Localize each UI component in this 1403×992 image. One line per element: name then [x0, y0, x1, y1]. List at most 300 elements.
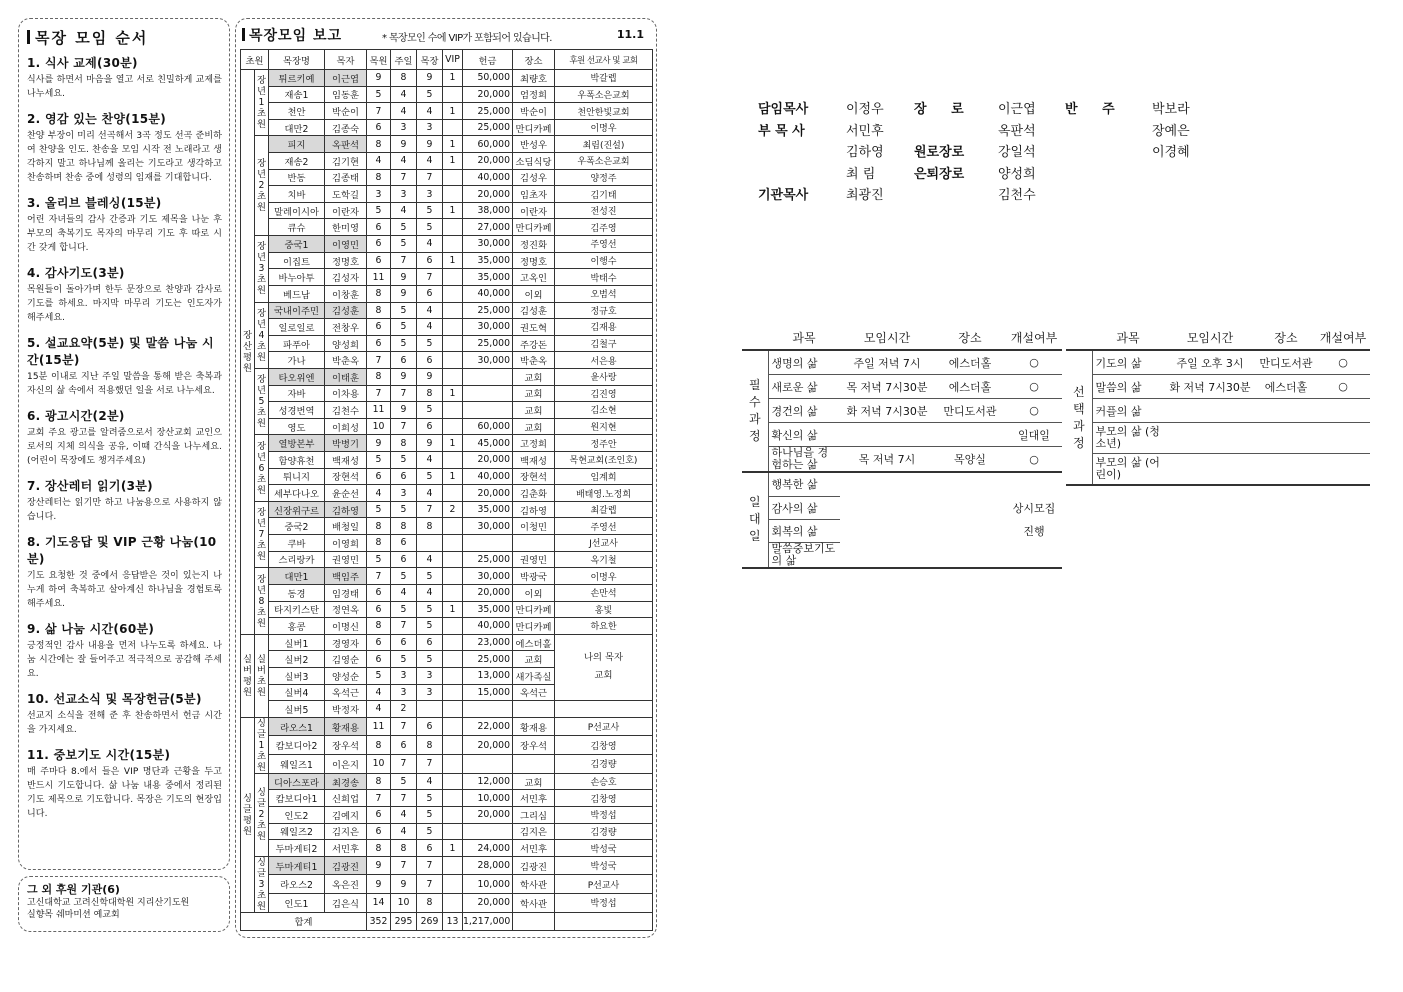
sponsor-cell: 천안한빛교회	[555, 103, 653, 120]
mokjang-att-cell: 4	[417, 452, 443, 469]
offering-cell: 25,000	[463, 119, 513, 136]
order-step	[27, 620, 222, 681]
mokjang-att-cell: 3	[417, 684, 443, 701]
step-desc: 교회 주요 광고를 알려줌으로서 장산교회 교인으로서의 지체 의식을 공유, 이때 간식을 나누세요.(어린이 목장에도 챙겨주세요)	[27, 428, 222, 466]
order-step	[27, 477, 222, 524]
place-cell: 주강돈	[513, 335, 555, 352]
mokjang-name-cell: 대만1	[269, 568, 325, 585]
sunday-cell: 9	[391, 136, 417, 153]
course-row	[1066, 423, 1370, 454]
sponsor-cell: J선교사	[555, 535, 653, 552]
leader-cell: 이희성	[325, 418, 367, 435]
table-row	[241, 790, 653, 807]
offering-cell: 24,000	[463, 840, 513, 857]
offering-cell	[463, 535, 513, 552]
mokjang-name-cell: 재송2	[269, 153, 325, 170]
course-place: 에스더홀	[1256, 375, 1316, 399]
vip-cell	[443, 169, 463, 186]
sunday-cell: 8	[391, 435, 417, 452]
members-cell: 9	[367, 856, 391, 875]
sponsor-cell: 전성진	[555, 202, 653, 219]
meeting-order-panel	[18, 18, 230, 870]
sunday-cell: 10	[391, 894, 417, 913]
leader-cell: 윤순선	[325, 485, 367, 502]
mokjang-name-cell: 바누아투	[269, 269, 325, 286]
offering-cell: 40,000	[463, 468, 513, 485]
place-cell: 교회	[513, 385, 555, 402]
table-row	[241, 319, 653, 336]
leader-cell: 권영민	[325, 551, 367, 568]
mokjang-name-cell: 디아스포라	[269, 773, 325, 790]
table-row	[241, 485, 653, 502]
leader-cell: 양성희	[325, 335, 367, 352]
offering-cell: 20,000	[463, 186, 513, 203]
vip-cell	[443, 875, 463, 894]
sponsor-cell: 서은용	[555, 352, 653, 369]
sunday-cell: 9	[391, 269, 417, 286]
offering-cell: 60,000	[463, 136, 513, 153]
table-row	[241, 701, 653, 718]
leader-cell: 정연옥	[325, 601, 367, 618]
table-row	[241, 202, 653, 219]
course-subject: 부모의 삶 (어린이)	[1092, 454, 1164, 486]
col-header: 목원	[367, 50, 391, 70]
report-body	[241, 70, 653, 931]
course-subject: 감사의 삶	[768, 496, 840, 519]
table-row	[241, 856, 653, 875]
order-step	[27, 194, 222, 255]
sunday-cell: 6	[391, 468, 417, 485]
course-time: 화 저녁 7시30분	[1164, 375, 1256, 399]
order-step	[27, 334, 222, 398]
sunday-cell: 5	[391, 219, 417, 236]
mokjang-name-cell: 실버4	[269, 684, 325, 701]
table-row	[241, 385, 653, 402]
vip-cell	[443, 755, 463, 774]
members-cell: 10	[367, 755, 391, 774]
offering-cell: 20,000	[463, 452, 513, 469]
members-cell: 8	[367, 368, 391, 385]
mokjang-name-cell: 실버2	[269, 651, 325, 668]
vip-cell	[443, 368, 463, 385]
col-header: 후원 선교사 및 교회	[555, 50, 653, 70]
vip-cell	[443, 823, 463, 840]
place-cell: 새가족실	[513, 667, 555, 684]
vip-cell	[443, 86, 463, 103]
vip-cell	[443, 119, 463, 136]
mokjang-name-cell: 대만2	[269, 119, 325, 136]
course-place	[934, 519, 1006, 542]
offering-cell: 20,000	[463, 86, 513, 103]
sunday-cell: 6	[391, 352, 417, 369]
pyeong-cell: 실 버 평 원	[241, 634, 255, 717]
sponsor-cell: 옥기철	[555, 551, 653, 568]
leader-cell: 정명호	[325, 252, 367, 269]
col-header: 목자	[325, 50, 367, 70]
staff-title: 장 로	[914, 102, 974, 117]
offering-cell: 23,000	[463, 634, 513, 651]
mokjang-name-cell: 천안	[269, 103, 325, 120]
leader-cell: 김하영	[325, 501, 367, 518]
course-open	[1316, 399, 1370, 423]
sponsor-cell: 최갈렙	[555, 501, 653, 518]
course-row	[1066, 399, 1370, 423]
mokjang-name-cell: 가나	[269, 352, 325, 369]
col-header: 장소	[513, 50, 555, 70]
place-cell: 김광진	[513, 856, 555, 875]
leader-cell: 도학길	[325, 186, 367, 203]
pyeong-cell: 싱 글 평 원	[241, 717, 255, 912]
offering-cell: 35,000	[463, 252, 513, 269]
members-cell: 3	[367, 186, 391, 203]
course-time: 목 저녁 7시30분	[840, 375, 934, 399]
offering-cell: 30,000	[463, 518, 513, 535]
total-empty	[555, 912, 653, 930]
leader-cell: 김천수	[325, 402, 367, 419]
sunday-cell: 3	[391, 485, 417, 502]
mokjang-name-cell: 성경번역	[269, 402, 325, 419]
vip-cell	[443, 667, 463, 684]
staff-title: 담임목사	[758, 102, 809, 117]
mokjang-name-cell: 함양휴천	[269, 452, 325, 469]
offering-cell	[463, 402, 513, 419]
sponsor-cell: 박정섭	[555, 806, 653, 823]
place-cell	[513, 701, 555, 718]
sunday-cell: 5	[391, 319, 417, 336]
vip-cell	[443, 736, 463, 755]
mokjang-name-cell: 재송1	[269, 86, 325, 103]
sponsor-cell: 김경량	[555, 823, 653, 840]
mokjang-name-cell: 실버5	[269, 701, 325, 718]
vip-cell	[443, 773, 463, 790]
sunday-cell: 5	[391, 236, 417, 253]
mokjang-att-cell: 4	[417, 103, 443, 120]
course-place	[934, 542, 1006, 568]
sunday-cell: 7	[391, 618, 417, 635]
vip-cell: 1	[443, 153, 463, 170]
course-time	[840, 496, 934, 519]
vip-cell	[443, 485, 463, 502]
table-row	[241, 236, 653, 253]
course-subject: 커플의 삶	[1092, 399, 1164, 423]
pyeong-cell: 장 산 평 원	[241, 70, 255, 635]
staff-title: 부 목 사	[758, 123, 805, 139]
col-header: 과목	[1092, 325, 1164, 350]
chowon-cell: 싱 글 2 초 원	[255, 773, 269, 856]
course-open: 상시모집	[1012, 501, 1056, 515]
sponsor-title: 그 외 후원 기관(6)	[27, 883, 120, 896]
step-desc: 15분 이내로 지난 주일 말씀을 통해 받은 축복과 자신의 삶 속에서 적용했던 일을 서로 나누세요.	[27, 372, 222, 396]
step-title: 2. 영감 있는 찬양(15분)	[27, 112, 167, 126]
leader-cell: 임경태	[325, 584, 367, 601]
sponsor-cell: 배태영.노정희	[555, 485, 653, 502]
leader-cell: 황재용	[325, 717, 367, 736]
sunday-cell: 9	[391, 875, 417, 894]
order-step	[27, 407, 222, 468]
members-cell: 11	[367, 717, 391, 736]
table-row	[241, 435, 653, 452]
step-title: 8. 기도응답 및 VIP 근황 나눔(10분)	[27, 535, 217, 566]
mokjang-att-cell: 7	[417, 755, 443, 774]
sponsor-cell: 주영선	[555, 518, 653, 535]
sunday-cell: 3	[391, 186, 417, 203]
vip-cell	[443, 186, 463, 203]
course-row	[742, 472, 1062, 496]
step-desc: 기도 요청한 것 중에서 응답받은 것이 있는지 나누게 하여 축복하고 살아계신 하나님을 경험토록 해주세요.	[27, 571, 222, 609]
step-title: 4. 감사기도(3분)	[27, 266, 125, 280]
course-time: 주일 오후 3시	[1164, 350, 1256, 375]
leader-cell: 김예지	[325, 806, 367, 823]
sponsor-cell: 김기태	[555, 186, 653, 203]
staff-title: 반 주	[1065, 102, 1125, 117]
place-cell: 권영민	[513, 551, 555, 568]
sponsor-cell: 양정주	[555, 169, 653, 186]
sponsor-cell: 하요한	[555, 618, 653, 635]
members-cell: 4	[367, 485, 391, 502]
course-place: 에스더홀	[934, 375, 1006, 399]
sunday-cell: 7	[391, 169, 417, 186]
place-cell: 소딤식당	[513, 153, 555, 170]
col-header: 모임시간	[1164, 325, 1256, 350]
members-cell: 6	[367, 219, 391, 236]
vip-cell	[443, 285, 463, 302]
sponsor-cell: 주영선	[555, 236, 653, 253]
mokjang-name-cell: 실버1	[269, 634, 325, 651]
sponsor-cell: 김주영	[555, 219, 653, 236]
sponsor-line: 실향목 쉐마미션 예교회	[27, 910, 120, 920]
mokjang-name-cell: 스리랑카	[269, 551, 325, 568]
offering-cell: 20,000	[463, 485, 513, 502]
sponsor-cell: P선교사	[555, 717, 653, 736]
place-cell: 만디카페	[513, 618, 555, 635]
offering-cell: 40,000	[463, 618, 513, 635]
step-desc: 긍정적인 감사 내용을 먼저 나누도록 하세요. 나눔 시간에는 잘 들어주고 적극적으로 공감해 주세요.	[27, 641, 222, 679]
table-row	[241, 518, 653, 535]
mokjang-name-cell: 신장위구르	[269, 501, 325, 518]
col-header: VIP	[443, 50, 463, 70]
sponsor-cell: 박성국	[555, 856, 653, 875]
mokjang-name-cell: 웨일즈2	[269, 823, 325, 840]
order-step	[27, 533, 222, 611]
members-cell: 8	[367, 736, 391, 755]
leader-cell: 전창우	[325, 319, 367, 336]
leader-cell: 김기현	[325, 153, 367, 170]
course-subject: 부모의 삶 (청소년)	[1092, 423, 1164, 454]
table-row	[241, 755, 653, 774]
mokjang-att-cell: 3	[417, 186, 443, 203]
sunday-cell: 5	[391, 651, 417, 668]
sponsor-cell: 임계희	[555, 468, 653, 485]
course-open: ○	[1006, 447, 1062, 473]
place-cell	[513, 755, 555, 774]
table-row	[241, 551, 653, 568]
vip-cell	[443, 684, 463, 701]
place-cell: 박광국	[513, 568, 555, 585]
vip-cell	[443, 551, 463, 568]
place-cell: 에스더홀	[513, 634, 555, 651]
table-row	[241, 269, 653, 286]
course-open	[1006, 542, 1062, 568]
course-subject: 확신의 삶	[768, 423, 840, 447]
leader-cell: 이은지	[325, 755, 367, 774]
total-label: 합계	[241, 912, 367, 930]
members-cell: 6	[367, 335, 391, 352]
place-cell: 김성훈	[513, 302, 555, 319]
members-cell: 5	[367, 452, 391, 469]
sunday-cell: 3	[391, 667, 417, 684]
members-cell: 7	[367, 352, 391, 369]
table-row	[241, 368, 653, 385]
chowon-cell: 장 년 7 초 원	[255, 501, 269, 567]
chowon-cell: 싱 글 3 초 원	[255, 856, 269, 912]
order-step	[27, 110, 222, 185]
chowon-cell: 장 년 3 초 원	[255, 236, 269, 302]
step-title: 3. 올리브 블레싱(15분)	[27, 196, 162, 210]
offering-cell: 45,000	[463, 435, 513, 452]
mokjang-name-cell: 라오스1	[269, 717, 325, 736]
total-juil: 295	[391, 912, 417, 930]
course-open: ○	[1006, 375, 1062, 399]
course-subject: 경건의 삶	[768, 399, 840, 423]
course-place	[1256, 454, 1316, 486]
table-row	[241, 584, 653, 601]
offering-cell	[463, 701, 513, 718]
course-group-cell: 선 택 과 정	[1066, 350, 1092, 485]
course-time: 화 저녁 7시30분	[840, 399, 934, 423]
vip-cell	[443, 452, 463, 469]
place-cell: 권도혁	[513, 319, 555, 336]
members-cell: 8	[367, 773, 391, 790]
leader-cell: 이태훈	[325, 368, 367, 385]
sponsor-cell: 정규호	[555, 302, 653, 319]
course-place	[1256, 399, 1316, 423]
mokjang-att-cell: 6	[417, 634, 443, 651]
leader-cell: 김영순	[325, 651, 367, 668]
course-row	[742, 542, 1062, 568]
vip-cell: 1	[443, 70, 463, 87]
mokjang-att-cell: 5	[417, 86, 443, 103]
course-row	[742, 447, 1062, 473]
offering-cell: 60,000	[463, 418, 513, 435]
members-cell: 8	[367, 285, 391, 302]
mokjang-name-cell: 세부다나오	[269, 485, 325, 502]
mokjang-name-cell: 캄보디아1	[269, 790, 325, 807]
mokjang-name-cell: 홍콩	[269, 618, 325, 635]
col-header: 헌금	[463, 50, 513, 70]
place-cell: 학사관	[513, 875, 555, 894]
order-step	[27, 746, 222, 821]
sunday-cell: 7	[391, 856, 417, 875]
sponsor-cell: 정주안	[555, 435, 653, 452]
place-cell: 김춘화	[513, 485, 555, 502]
course-open	[1006, 472, 1062, 496]
mokjang-att-cell: 8	[417, 385, 443, 402]
offering-cell: 25,000	[463, 335, 513, 352]
step-desc: 찬양 부장이 미리 선곡해서 3곡 정도 선곡 준비하여 찬양을 인도. 찬송을 모임 시작 전 노래라고 생각하지 말고 하나님께 올리는 기도라고 생각하고 찬송하며 찬송 중에 성령의 임재를 기대합니다.	[27, 131, 222, 183]
course-place	[934, 472, 1006, 496]
sunday-cell: 5	[391, 452, 417, 469]
members-cell: 6	[367, 252, 391, 269]
staff-name: 이근엽	[998, 102, 1036, 117]
total-empty	[513, 912, 555, 930]
leader-cell: 신희업	[325, 790, 367, 807]
courses-header-row	[1066, 325, 1370, 350]
offering-cell: 20,000	[463, 736, 513, 755]
order-step	[27, 264, 222, 325]
vip-cell: 1	[443, 103, 463, 120]
col-header: 모임시간	[840, 325, 934, 350]
offering-cell: 25,000	[463, 551, 513, 568]
vip-cell	[443, 790, 463, 807]
members-cell: 14	[367, 894, 391, 913]
sponsor-cell: 김철구	[555, 335, 653, 352]
leader-cell: 이근엽	[325, 70, 367, 87]
sponsor-cell: 원지현	[555, 418, 653, 435]
table-row	[241, 823, 653, 840]
mokjang-name-cell: 일로일로	[269, 319, 325, 336]
offering-cell: 30,000	[463, 352, 513, 369]
members-cell: 6	[367, 319, 391, 336]
sponsor-cell: 김창영	[555, 790, 653, 807]
vip-cell: 1	[443, 385, 463, 402]
offering-cell: 22,000	[463, 717, 513, 736]
course-row	[1066, 454, 1370, 486]
offering-cell: 27,000	[463, 219, 513, 236]
mokjang-att-cell: 8	[417, 894, 443, 913]
mokjang-name-cell: 쿠바	[269, 535, 325, 552]
offering-cell: 28,000	[463, 856, 513, 875]
course-place	[934, 496, 1006, 519]
mokjang-att-cell: 7	[417, 501, 443, 518]
staff-name: 이정우	[846, 102, 884, 117]
place-cell: 이청민	[513, 518, 555, 535]
sunday-cell: 4	[391, 806, 417, 823]
mokjang-att-cell: 6	[417, 252, 443, 269]
vip-cell	[443, 302, 463, 319]
leader-cell: 박정자	[325, 701, 367, 718]
mokjang-att-cell: 4	[417, 153, 443, 170]
sunday-cell: 4	[391, 153, 417, 170]
course-subject: 말씀중보기도의 삶	[768, 542, 840, 568]
step-title: 5. 설교요약(5분) 및 말씀 나눔 시간(15분)	[27, 336, 214, 367]
course-row	[742, 496, 1062, 519]
staff-name: 최광진	[846, 188, 884, 203]
vip-cell: 1	[443, 202, 463, 219]
place-cell: 이란자	[513, 202, 555, 219]
report-header-row	[241, 50, 653, 70]
table-row	[241, 568, 653, 585]
leader-cell: 이명신	[325, 618, 367, 635]
col-header: 주일	[391, 50, 417, 70]
course-open	[1316, 454, 1370, 486]
offering-cell: 35,000	[463, 601, 513, 618]
sponsor-cell: 손만석	[555, 584, 653, 601]
staff-title: 기관목사	[758, 188, 809, 203]
table-row	[241, 452, 653, 469]
mokjang-att-cell: 9	[417, 435, 443, 452]
vip-cell: 2	[443, 501, 463, 518]
sponsor-cell: 김창영	[555, 736, 653, 755]
mokjang-name-cell: 열방본부	[269, 435, 325, 452]
sunday-cell: 4	[391, 823, 417, 840]
vip-cell: 1	[443, 840, 463, 857]
table-row	[241, 736, 653, 755]
sunday-cell: 5	[391, 773, 417, 790]
course-open: ○	[1006, 399, 1062, 423]
chowon-cell: 장 년 1 초 원	[255, 70, 269, 136]
course-subject: 새로운 삶	[768, 375, 840, 399]
report-note: * 목장모인 수에 VIP가 포함되어 있습니다.	[382, 33, 552, 44]
